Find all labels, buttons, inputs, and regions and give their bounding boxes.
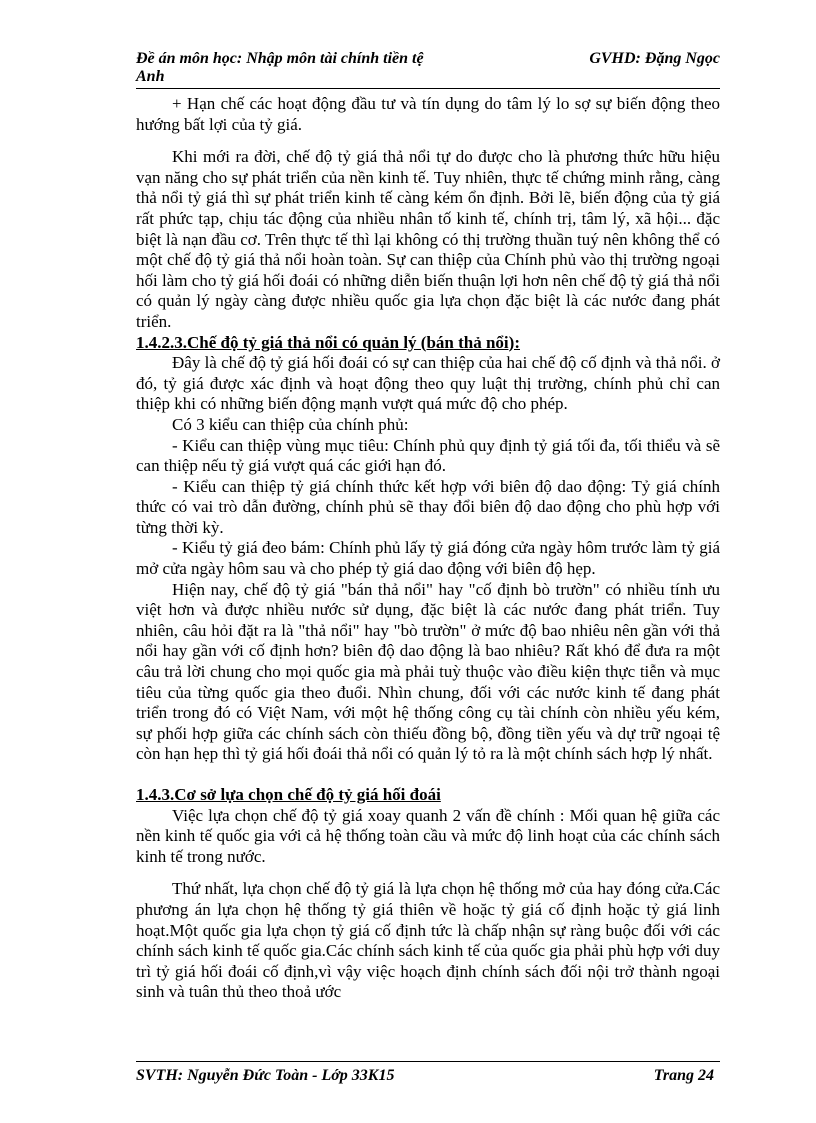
section-heading-managed-float: 1.4.2.3.Chế độ tỷ giá thả nổi có quản lý (bán thả nổi): — [136, 332, 520, 352]
footer-student: SVTH: Nguyễn Đức Toàn - Lớp 33K15 — [136, 1067, 395, 1084]
paragraph-selection-issues: Việc lựa chọn chế độ tỷ giá xoay quanh 2 vấn đề chính : Mối quan hệ giữa các nền kinh tế quốc gia với cả hệ thống toàn cầu và mức độ linh hoạt của các chính sách kinh tế trong nước. — [136, 805, 720, 866]
header-title-continuation: Anh — [136, 68, 165, 85]
document-body — [136, 94, 720, 1003]
header-title-text: Đề án môn học: Nhập môn tài chính tiền tệ — [136, 50, 424, 67]
paragraph-current-situation: Hiện nay, chế độ tỷ giá "bán thả nổi" hay "cố định bò trườn" có nhiều tính ưu việt hơn và được nhiều nước sử dụng, đặc biệt là các nước đang phát triển. Tuy nhiên, câu hỏi đặt ra là "thả nổi" hay "bò trườn" ở mức độ bao nhiêu nên gần với thả nổi hay gần với cố định hơn? biên độ dao động là bao nhiêu? Rất khó để đưa ra một câu trả lời chung cho mọi quốc gia mà phải tuỳ thuộc vào điều kiện thực tiễn và mục tiêu của từng quốc gia theo đuổi. Nhìn chung, đối với các nước kinh tế đang phát triển trong đó có Việt Nam, với một hệ thống công cụ tài chính còn nhiều yếu kém, sự phối hợp giữa các chính sách còn thiếu đồng bộ, đồng tiền yếu và dự trữ ngoại tệ còn hạn hẹp thì tỷ giá hối đoái thả nổi có quản lý tỏ ra là một chính sách hợp lý nhất. — [136, 579, 720, 764]
paragraph-limitation: + Hạn chế các hoạt động đầu tư và tín dụng do tâm lý lo sợ sự biến động theo hướng bất lợi của tỷ giá. — [136, 94, 720, 134]
section-heading-selection-basis: 1.4.3.Cơ sở lựa chọn chế độ tỷ giá hối đoái — [136, 785, 441, 804]
footer-rule — [136, 1061, 720, 1062]
list-item-official-rate: - Kiểu can thiệp tỷ giá chính thức kết hợp với biên độ dao động: Tỷ giá chính thức có vai trò dẫn đường, chính phủ sẽ thay đổi biên độ dao động cho phù hợp với từng thời kỳ. — [136, 476, 720, 537]
list-item-target-zone: - Kiểu can thiệp vùng mục tiêu: Chính phủ quy định tỷ giá tối đa, tối thiểu và sẽ can thiệp nếu tỷ giá vượt quá các giới hạn đó. — [136, 435, 720, 476]
paragraph-managed-float-def: Đây là chế độ tỷ giá hối đoái có sự can thiệp của hai chế độ cố định và thả nổi. ở đó, tỷ giá được xác định và hoạt động theo quy luật thị trường, chính phủ chỉ can thiệp khi có những biến động mạnh vượt quá mức độ cho phép. — [136, 353, 720, 414]
header-rule — [136, 88, 720, 89]
paragraph-intervention-intro: Có 3 kiểu can thiệp của chính phủ: — [172, 414, 409, 434]
header-supervisor: GVHD: Đặng Ngọc — [589, 50, 720, 67]
list-item-crawling-peg: - Kiểu tỷ giá đeo bám: Chính phủ lấy tỷ giá đóng cửa ngày hôm trước làm tỷ giá mở cửa ngày hôm sau và cho phép tỷ giá dao động với biên độ hẹp. — [136, 538, 720, 579]
paragraph-first-choice: Thứ nhất, lựa chọn chế độ tỷ giá là lựa chọn hệ thống mở của hay đóng cửa.Các phương án lựa chọn hệ thống tỷ giá thiên về hoặc tỷ giá cố định hoặc tỷ giá linh hoạt.Một quốc gia lựa chọn tỷ giá cố định tức là chấp nhận sự ràng buộc đối với các chính sách kinh tế quốc gia.Các chính sách kinh tế của quốc gia phải phù hợp với duy trì tỷ giá hối đoái cố định,vì vậy việc hoạch định chính sách đối nội trở thành ngoại sinh và tuân thủ theo thoả ước — [136, 879, 720, 1002]
header-course-title — [136, 50, 466, 86]
paragraph-floating-regime: Khi mới ra đời, chế độ tỷ giá thả nổi tự do được cho là phương thức hữu hiệu vạn năng cho sự phát triển của nền kinh tế. Tuy nhiên, thực tế chứng minh rằng, càng thả nổi tỷ giá thì sự phát triển kinh tế càng kém ổn định. Bởi lẽ, biến động của tỷ giá rất phức tạp, chịu tác động của nhiều nhân tố kinh tế, chính trị, tâm lý, xã hội... đặc biệt là nạn đầu cơ. Trên thực tế thì lại không có thị trường thuần tuý nên không thể có một chế độ tỷ giá thả nổi hoàn toàn. Sự can thiệp của Chính phủ vào thị trường ngoại hối làm cho tỷ giá hối đoái có những diễn biến thuận lợi hơn nên chế độ tỷ giá thả nổi có quản lý ngày càng được nhiều quốc gia lựa chọn đặc biệt là các nước đang phát triển. — [136, 147, 720, 331]
footer-page-number: Trang 24 — [653, 1067, 714, 1084]
